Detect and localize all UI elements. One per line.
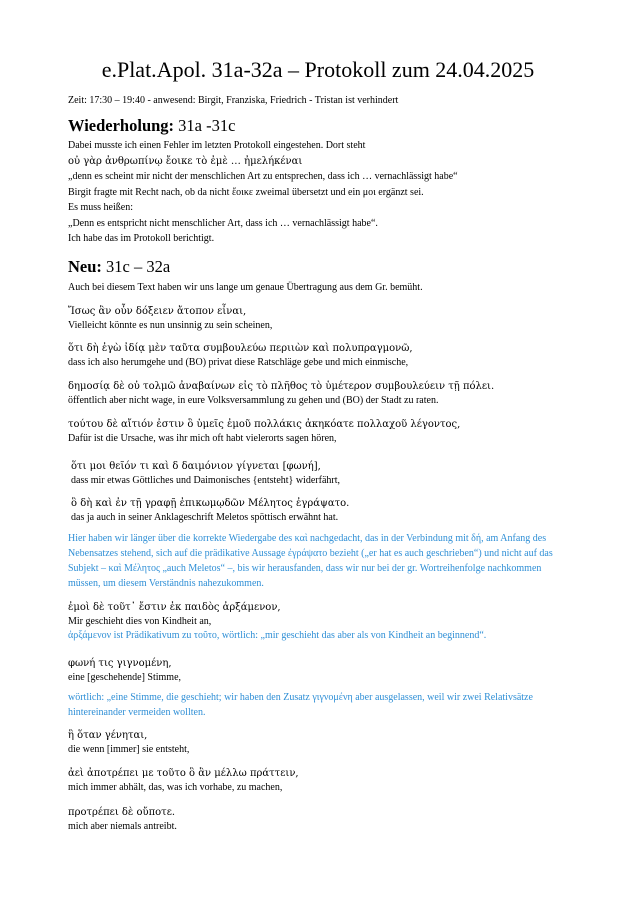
greek-line: ἣ ὅταν γένηται, (68, 730, 148, 741)
new-heading-range: 31c – 32a (101, 257, 171, 276)
translation-pair (68, 767, 574, 795)
translation-pair (68, 418, 574, 446)
review-heading-bold: Wiederholung: (68, 116, 175, 135)
german-line: Mir geschieht dies von Kindheit an, (68, 616, 212, 627)
review-heading (68, 116, 235, 136)
greek-line: Ἴσως ἂν οὖν δόξειεν ἄτοπον εἶναι, (68, 306, 247, 317)
commentary-text: Hier haben wir länger über die korrekte Wiedergabe des καὶ nachgedacht, das in der Verbindung mit δή, am Anfang des Nebensatzes stehend, sich auf die prädikative Aussage ἐγράψατο bezieht („er hat es auch geschrieben“) und nicht auf das Subjekt – καὶ Μέλητος „auch Meletos“ –, bis wir herausfanden, dass wir nur bei der gr. Wortreihenfolge nachkommen müssen, um diesem Verständnis nahezukommen. (68, 533, 553, 589)
greek-line: δημοσίᾳ δὲ οὐ τολμῶ ἀναβαίνων εἰς τὸ πλῆθος τὸ ὑμέτερον συμβουλεύειν τῇ πόλει. (68, 381, 495, 392)
review-heading-range: 31a -31c (174, 116, 236, 135)
review-line: Dabei musste ich einen Fehler im letzten Protokoll eingestehen. Dort steht (68, 140, 366, 151)
greek-line: ἀεὶ ἀποτρέπει με τοῦτο ὃ ἂν μέλλω πράττειν, (68, 768, 299, 779)
german-line: mich immer abhält, das, was ich vorhabe, zu machen, (68, 782, 283, 793)
new-heading (68, 257, 170, 277)
german-line: das ja auch in seiner Anklageschrift Meletos spöttisch erwähnt hat. (71, 512, 339, 523)
translation-pair (68, 305, 574, 333)
translation-pair (68, 497, 577, 525)
translation-pair (68, 657, 574, 685)
german-line: dass mir etwas Göttliches und Daimonisches {entsteht} widerfährt, (71, 475, 340, 486)
translation-pair (68, 729, 574, 757)
translation-pair (68, 601, 574, 643)
translation-pair (68, 460, 577, 488)
german-line: mich aber niemals antreibt. (68, 821, 177, 832)
new-heading-bold: Neu: (68, 257, 102, 276)
translation-pair (68, 342, 574, 370)
german-line: die wenn [immer] sie entsteht, (68, 744, 190, 755)
german-line: Vielleicht könnte es nun unsinnig zu sein scheinen, (68, 320, 273, 331)
commentary-note (68, 531, 574, 591)
review-line: „Denn es entspricht nicht menschlicher Art, dass ich … vernachlässigt habe“. (68, 217, 378, 229)
german-line: dass ich also herumgehe und (BO) privat diese Ratschläge gebe und mich einmische, (68, 357, 409, 368)
greek-line: τούτου δὲ αἴτιόν ἐστιν ὃ ὑμεῖς ἐμοῦ πολλάκις ἀκηκόατε πολλαχοῦ λέγοντος, (68, 419, 461, 430)
document-title: e.Plat.Apol. 31a-32a – Protokoll zum 24.04.2025 (101, 57, 535, 82)
translation-pair (68, 806, 574, 834)
german-line: Dafür ist die Ursache, was ihr mich oft habt vielerorts sagen hören, (68, 433, 337, 444)
greek-line: ὅτι δὴ ἐγὼ ἰδίᾳ μὲν ταῦτα συμβουλεύω περιιὼν καὶ πολυπραγμονῶ, (68, 343, 413, 354)
commentary-note (68, 690, 574, 720)
review-greek-line: οὐ γὰρ ἀνθρωπίνῳ ἔοικε τὸ ἐμὲ … ἠμελήκέναι (68, 155, 303, 167)
review-line: Es muss heißen: (68, 202, 133, 213)
review-section (68, 138, 574, 247)
meeting-info: Zeit: 17:30 – 19:40 - anwesend: Birgit, Franziska, Friedrich - Tristan ist verhindert (68, 95, 399, 106)
greek-line: ὃ δὴ καὶ ἐν τῇ γραφῇ ἐπικωμῳδῶν Μέλητος ἐγράψατο. (71, 498, 350, 509)
commentary-text: ἀρξάμενον ist Prädikativum zu τοῦτο, wörtlich: „mir geschieht das aber als von Kindheit an beginnend“. (68, 630, 487, 641)
greek-line: προτρέπει δὲ οὔποτε. (68, 807, 176, 818)
review-line: Birgit fragte mit Recht nach, ob da nicht ἔοικε zweimal übersetzt und ein μοι ergänzt sei. (68, 186, 424, 198)
greek-line: ἐμοὶ δὲ τοῦτ᾽ ἔστιν ἐκ παιδὸς ἀρξάμενον, (68, 602, 281, 613)
commentary-text: wörtlich: „eine Stimme, die geschieht; wir haben den Zusatz γιγνομένη aber ausgelassen, weil wir zwei Relativsätze hintereinander vermeiden wollten. (68, 692, 533, 718)
greek-line: φωνή τις γιγνομένη, (68, 658, 172, 669)
review-line: „denn es scheint mir nicht der menschlichen Art zu entsprechen, dass ich … vernachlässigt habe“ (68, 171, 458, 182)
new-intro: Auch bei diesem Text haben wir uns lange um genaue Übertragung aus dem Gr. bemüht. (68, 282, 423, 293)
review-line: Ich habe das im Protokoll berichtigt. (68, 233, 215, 244)
german-line: eine [geschehende] Stimme, (68, 672, 182, 683)
translation-pair (68, 380, 574, 408)
greek-line: ὅτι μοι θεῖόν τι καὶ δ δαιμόνιον γίγνεται [φωνή], (71, 461, 321, 472)
german-line: öffentlich aber nicht wage, in eure Volksversammlung zu gehen und (BO) der Stadt zu raten. (68, 395, 439, 406)
